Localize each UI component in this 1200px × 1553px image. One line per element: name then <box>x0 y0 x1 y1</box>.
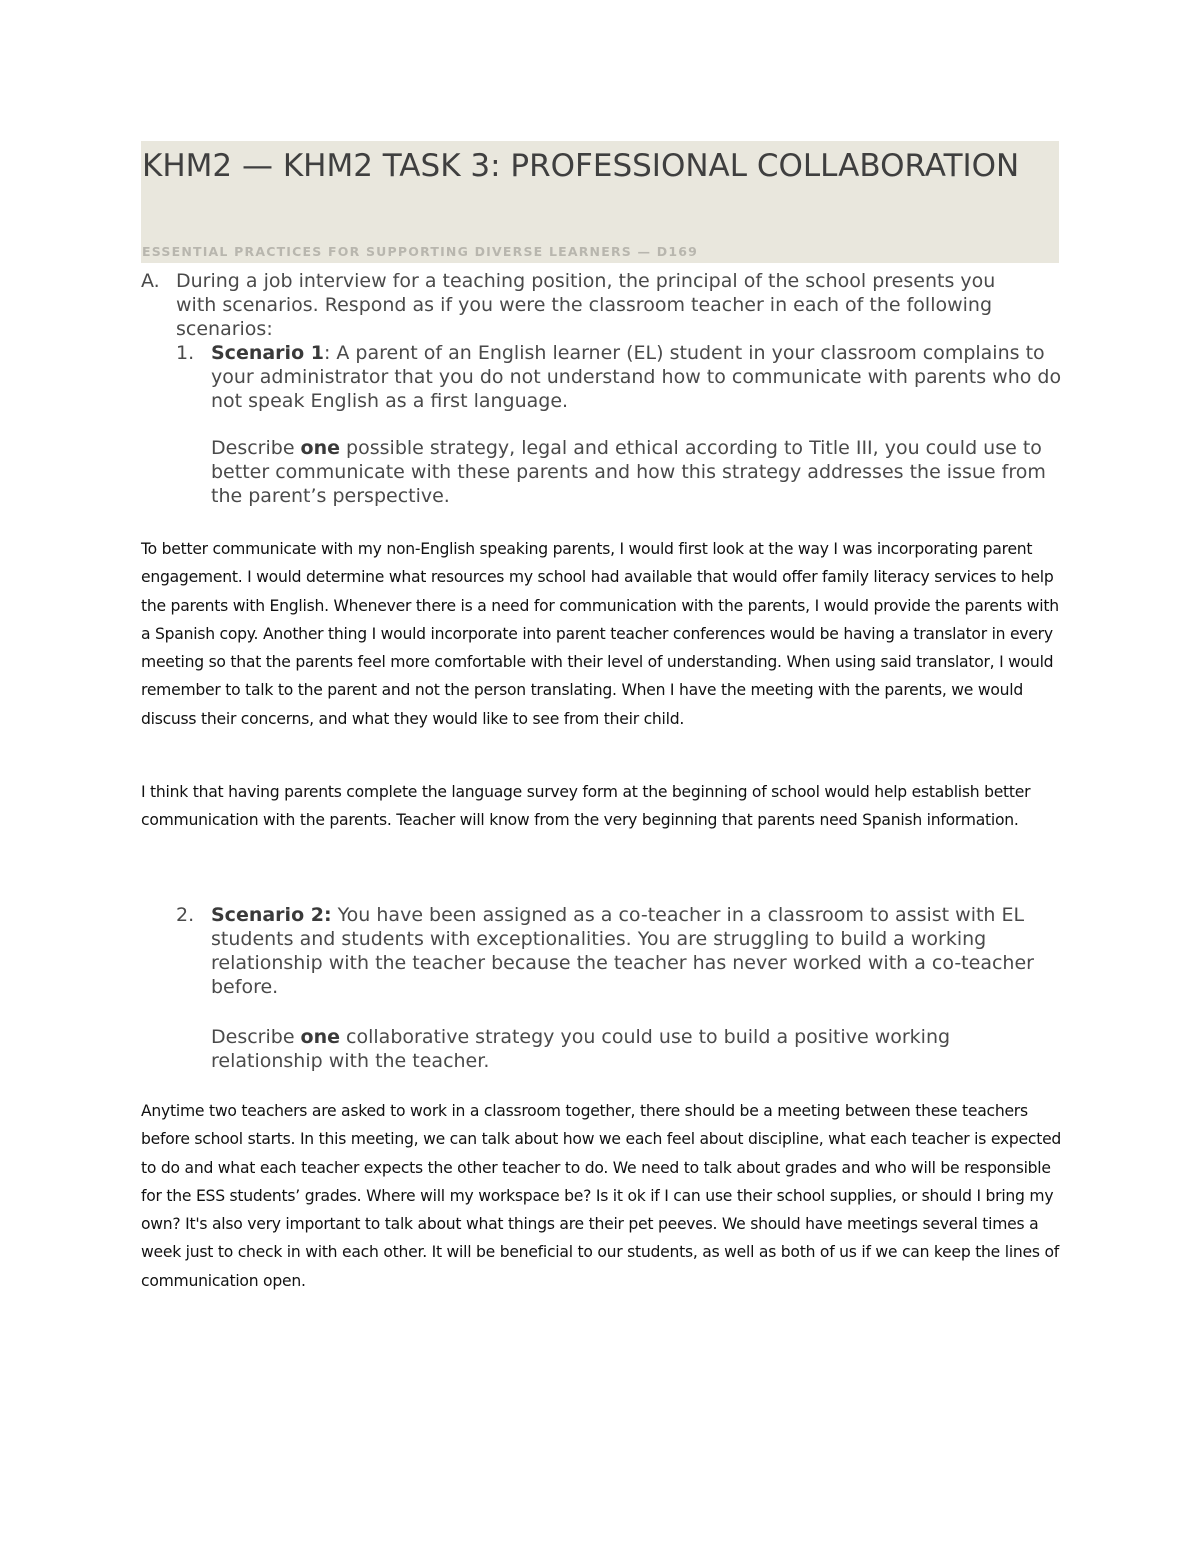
scenario-2-question <box>211 1025 1063 1073</box>
answer-1-paragraph-1: To better communicate with my non-English speaking parents, I would first look at the way I was incorporating parent engagement. I would determine what resources my school had available that would offer family literacy services to help the parents with English. Whenever there is a need for communication with the parents, I would provide the parents with a Spanish copy. Another thing I would incorporate into parent teacher conferences would be having a translator in every meeting so that the parents feel more comfortable with their level of understanding. When using said translator, I would remember to talk to the parent and not the person translating. When I have the meeting with the parents, we would discuss their concerns, and what they would like to see from their child. <box>141 540 1059 728</box>
prompt-a-marker: A. <box>141 270 160 292</box>
scenario-2-prompt <box>176 903 1063 999</box>
prompt-a-text: During a job interview for a teaching position, the principal of the school presents you with scenarios. Respond as if you were the classroom teacher in each of the following scenarios: <box>176 270 996 340</box>
page-title: KHM2 — KHM2 TASK 3: PROFESSIONAL COLLABORATION <box>142 148 1020 184</box>
answer-1-paragraph-2: I think that having parents complete the language survey form at the beginning of school would help establish better communication with the parents. Teacher will know from the very beginning that parents need Spanish information. <box>141 783 1031 830</box>
answer-2-paragraph-1: Anytime two teachers are asked to work in a classroom together, there should be a meeting between these teachers before school starts. In this meeting, we can talk about how we each feel about discipline, what each teacher is expected to do and what each teacher expects the other teacher to do. We need to talk about grades and who will be responsible for the ESS students’ grades. Where will my workspace be? Is it ok if I can use their school supplies, or should I bring my own? It's also very important to talk about what things are their pet peeves. We should have meetings several times a week just to check in with each other. It will be beneficial to our students, as well as both of us if we can keep the lines of communication open. <box>141 1102 1062 1290</box>
scenario-2-describe-emphasis: one <box>300 1026 341 1048</box>
scenario-2-text: You have been assigned as a co-teacher in a classroom to assist with EL students and students with exceptionalities. You are struggling to build a working relationship with the teacher because the teacher has never worked with a co-teacher before. <box>211 904 1034 998</box>
scenario-1-marker: 1. <box>176 342 195 364</box>
scenario-2-describe-lead: Describe <box>211 1026 301 1048</box>
scenario-2-describe-rest: collaborative strategy you could use to build a positive working relationship with the teacher. <box>211 1026 951 1072</box>
scenario-1-describe-rest: possible strategy, legal and ethical according to Title III, you could use to better communicate with these parents and how this strategy addresses the issue from the parent’s perspective. <box>211 437 1046 507</box>
scenario-1-text: : A parent of an English learner (EL) student in your classroom complains to your administrator that you do not understand how to communicate with parents who do not speak English as a first language. <box>211 342 1062 412</box>
page-subtitle: ESSENTIAL PRACTICES FOR SUPPORTING DIVERSE LEARNERS — D169 <box>142 244 699 259</box>
scenario-1-describe-lead: Describe <box>211 437 301 459</box>
scenario-1-prompt <box>176 341 1063 413</box>
scenario-1-question <box>211 436 1063 508</box>
prompt-a <box>141 269 1036 341</box>
scenario-2-label: Scenario 2: <box>211 904 332 926</box>
scenario-1-label: Scenario 1 <box>211 342 324 364</box>
scenario-1-describe-emphasis: one <box>300 437 341 459</box>
scenario-2-marker: 2. <box>176 904 195 926</box>
